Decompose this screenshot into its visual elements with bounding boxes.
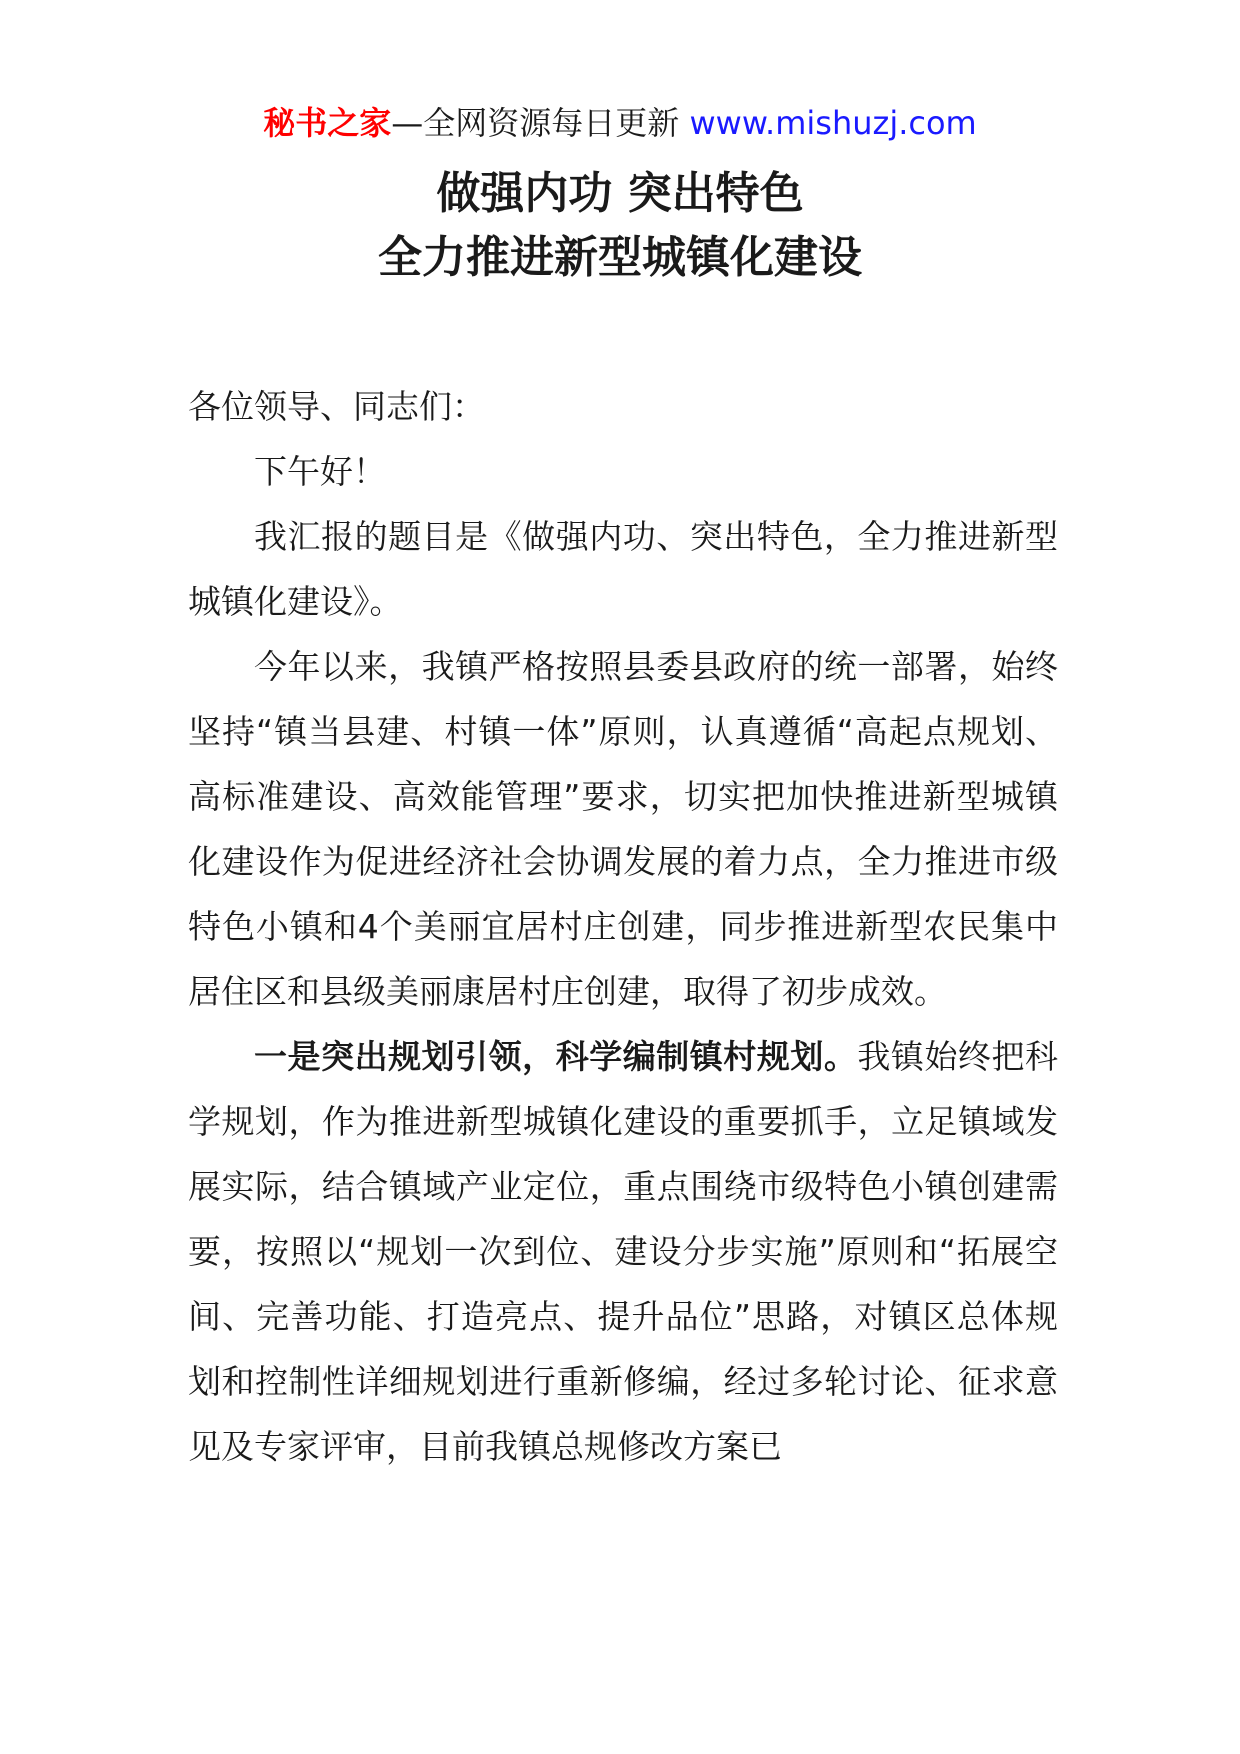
document-title-line2: 全力推进新型城镇化建设	[378, 232, 862, 283]
section1-text: 我镇始终把科学规划，作为推进新型城镇化建设的重要抓手，立足镇域发展实际，结合镇域产业定位，重点围绕市级特色小镇创建需要，按照以“规划一次到位、建设分步实施”原则和“拓展空间、完善功能、打造亮点、提升品位”思路，对镇区总体规划和控制性详细规划进行重新修编，经过多轮讨论、征求意见及专家评审，目前我镇总规修改方案已	[188, 1037, 1059, 1466]
overview-paragraph: 今年以来，我镇严格按照县委县政府的统一部署，始终坚持“镇当县建、村镇一体”原则，认真遵循“高起点规划、高标准建设、高效能管理”要求，切实把加快推进新型城镇化建设作为促进经济社会协调发展的着力点，全力推进市级特色小镇和4个美丽宜居村庄创建，同步推进新型农民集中居住区和县级美丽康居村庄创建，取得了初步成效。	[188, 647, 1058, 1011]
greeting-paragraph: 下午好！	[254, 452, 386, 491]
header-tagline: —全网资源每日更新	[391, 104, 690, 142]
site-url-link[interactable]: www.mishuzj.com	[689, 104, 977, 142]
brand-name: 秘书之家	[263, 104, 392, 142]
document-body	[188, 374, 1058, 1479]
salutation-paragraph: 各位领导、同志们：	[188, 387, 485, 426]
section1-lead: 一是突出规划引领，科学编制镇村规划。	[254, 1037, 858, 1076]
site-header	[0, 100, 1240, 146]
intro-paragraph: 我汇报的题目是《做强内功、突出特色，全力推进新型城镇化建设》。	[188, 517, 1058, 621]
section1-paragraph	[188, 1024, 1058, 1479]
document-title-line1: 做强内功 突出特色	[436, 168, 804, 219]
